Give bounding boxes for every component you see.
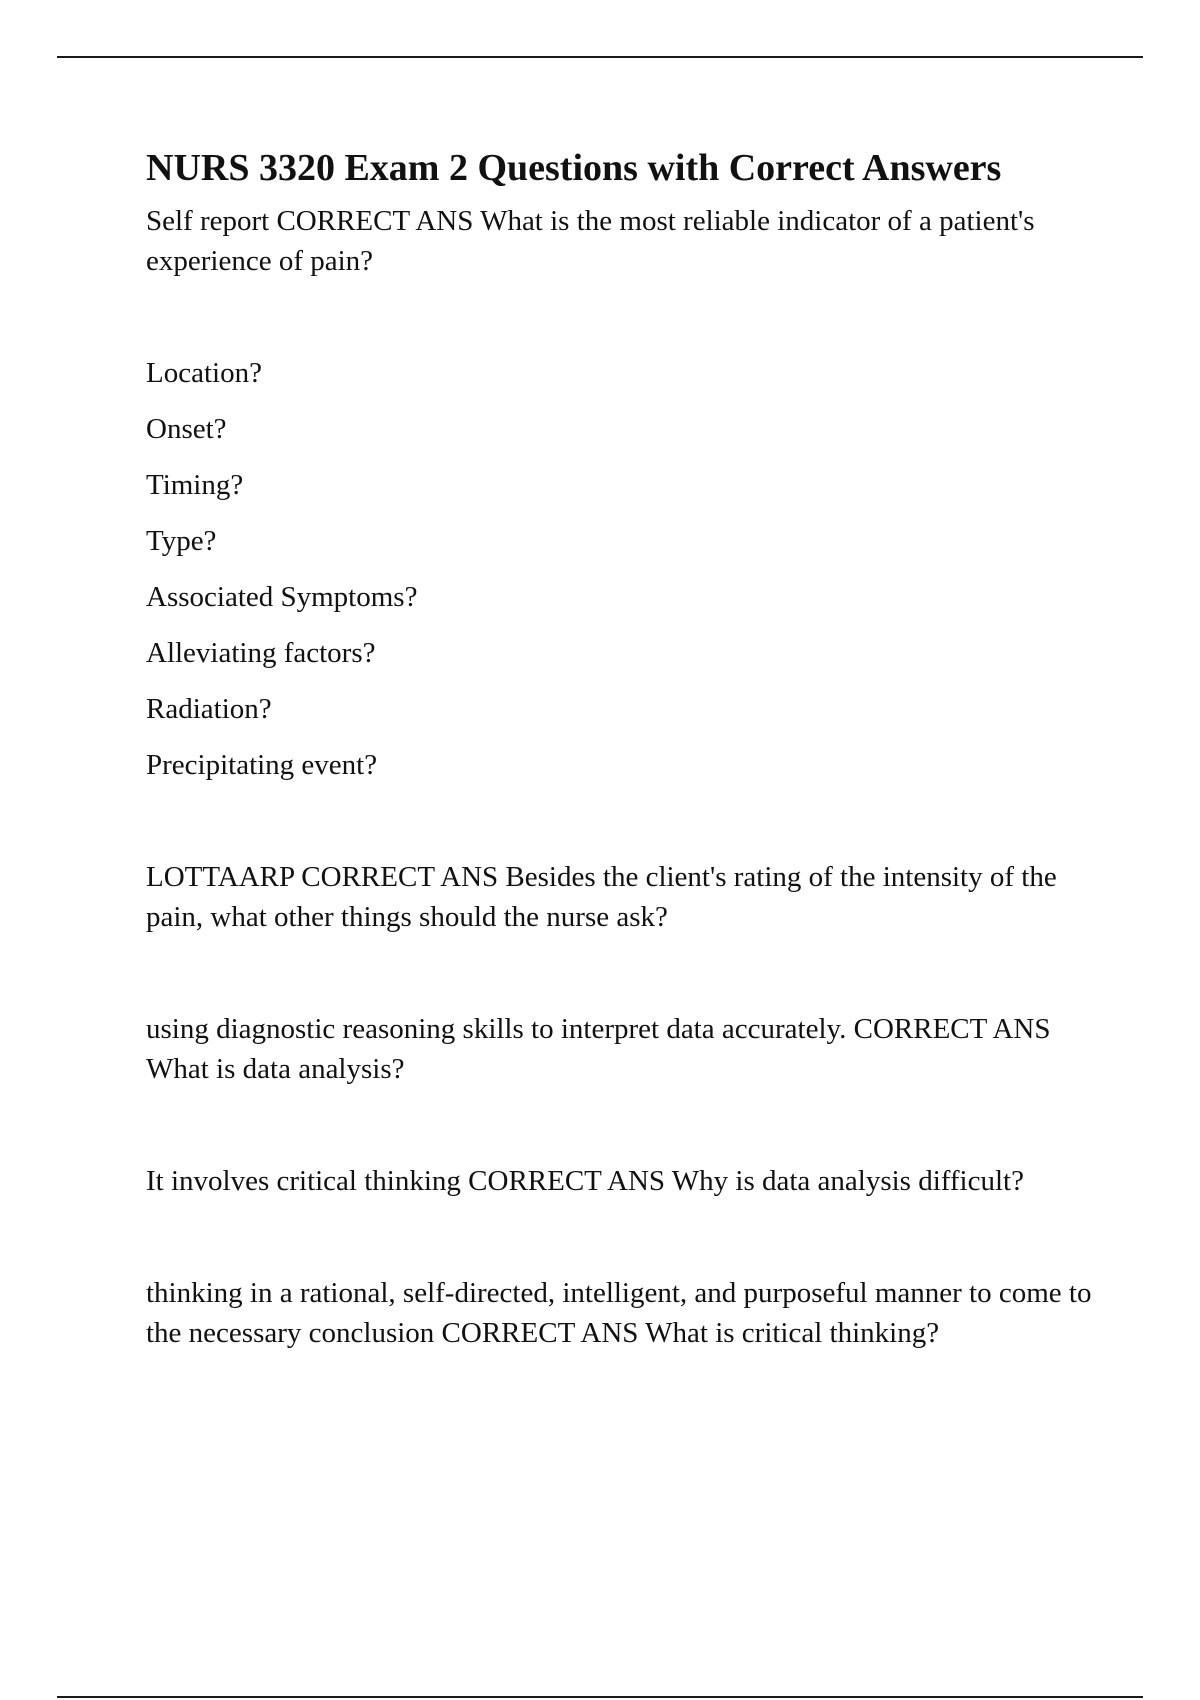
footer-rule	[57, 1696, 1143, 1698]
list-item: Associated Symptoms?	[146, 581, 418, 613]
header-rule	[57, 56, 1143, 58]
qa-item: LOTTAARP CORRECT ANS Besides the client's rating of the intensity of the pain, what other things should the nurse ask?	[146, 861, 1057, 933]
list-item: Radiation?	[146, 693, 272, 725]
qa-item: It involves critical thinking CORRECT ANS Why is data analysis difficult?	[146, 1165, 1024, 1197]
qa-item: using diagnostic reasoning skills to interpret data accurately. CORRECT ANS What is data analysis?	[146, 1013, 1051, 1085]
list-item: Precipitating event?	[146, 749, 378, 781]
list-item: Location?	[146, 357, 262, 389]
list-item: Alleviating factors?	[146, 637, 376, 669]
list-item: Onset?	[146, 413, 227, 445]
spacer	[146, 281, 1096, 353]
document-body	[146, 145, 1096, 1353]
list-item: Timing?	[146, 469, 244, 501]
pain-assessment-checklist	[146, 353, 1096, 785]
spacer	[146, 801, 1096, 857]
list-item: Type?	[146, 525, 217, 557]
document-title: NURS 3320 Exam 2 Questions with Correct Answers	[146, 147, 1002, 189]
intro-qa: Self report CORRECT ANS What is the most reliable indicator of a patient's experience of pain?	[146, 205, 1035, 277]
qa-item: thinking in a rational, self-directed, intelligent, and purposeful manner to come to the necessary conclusion CORRECT ANS What is critical thinking?	[146, 1277, 1092, 1349]
qa-list	[146, 857, 1096, 1353]
